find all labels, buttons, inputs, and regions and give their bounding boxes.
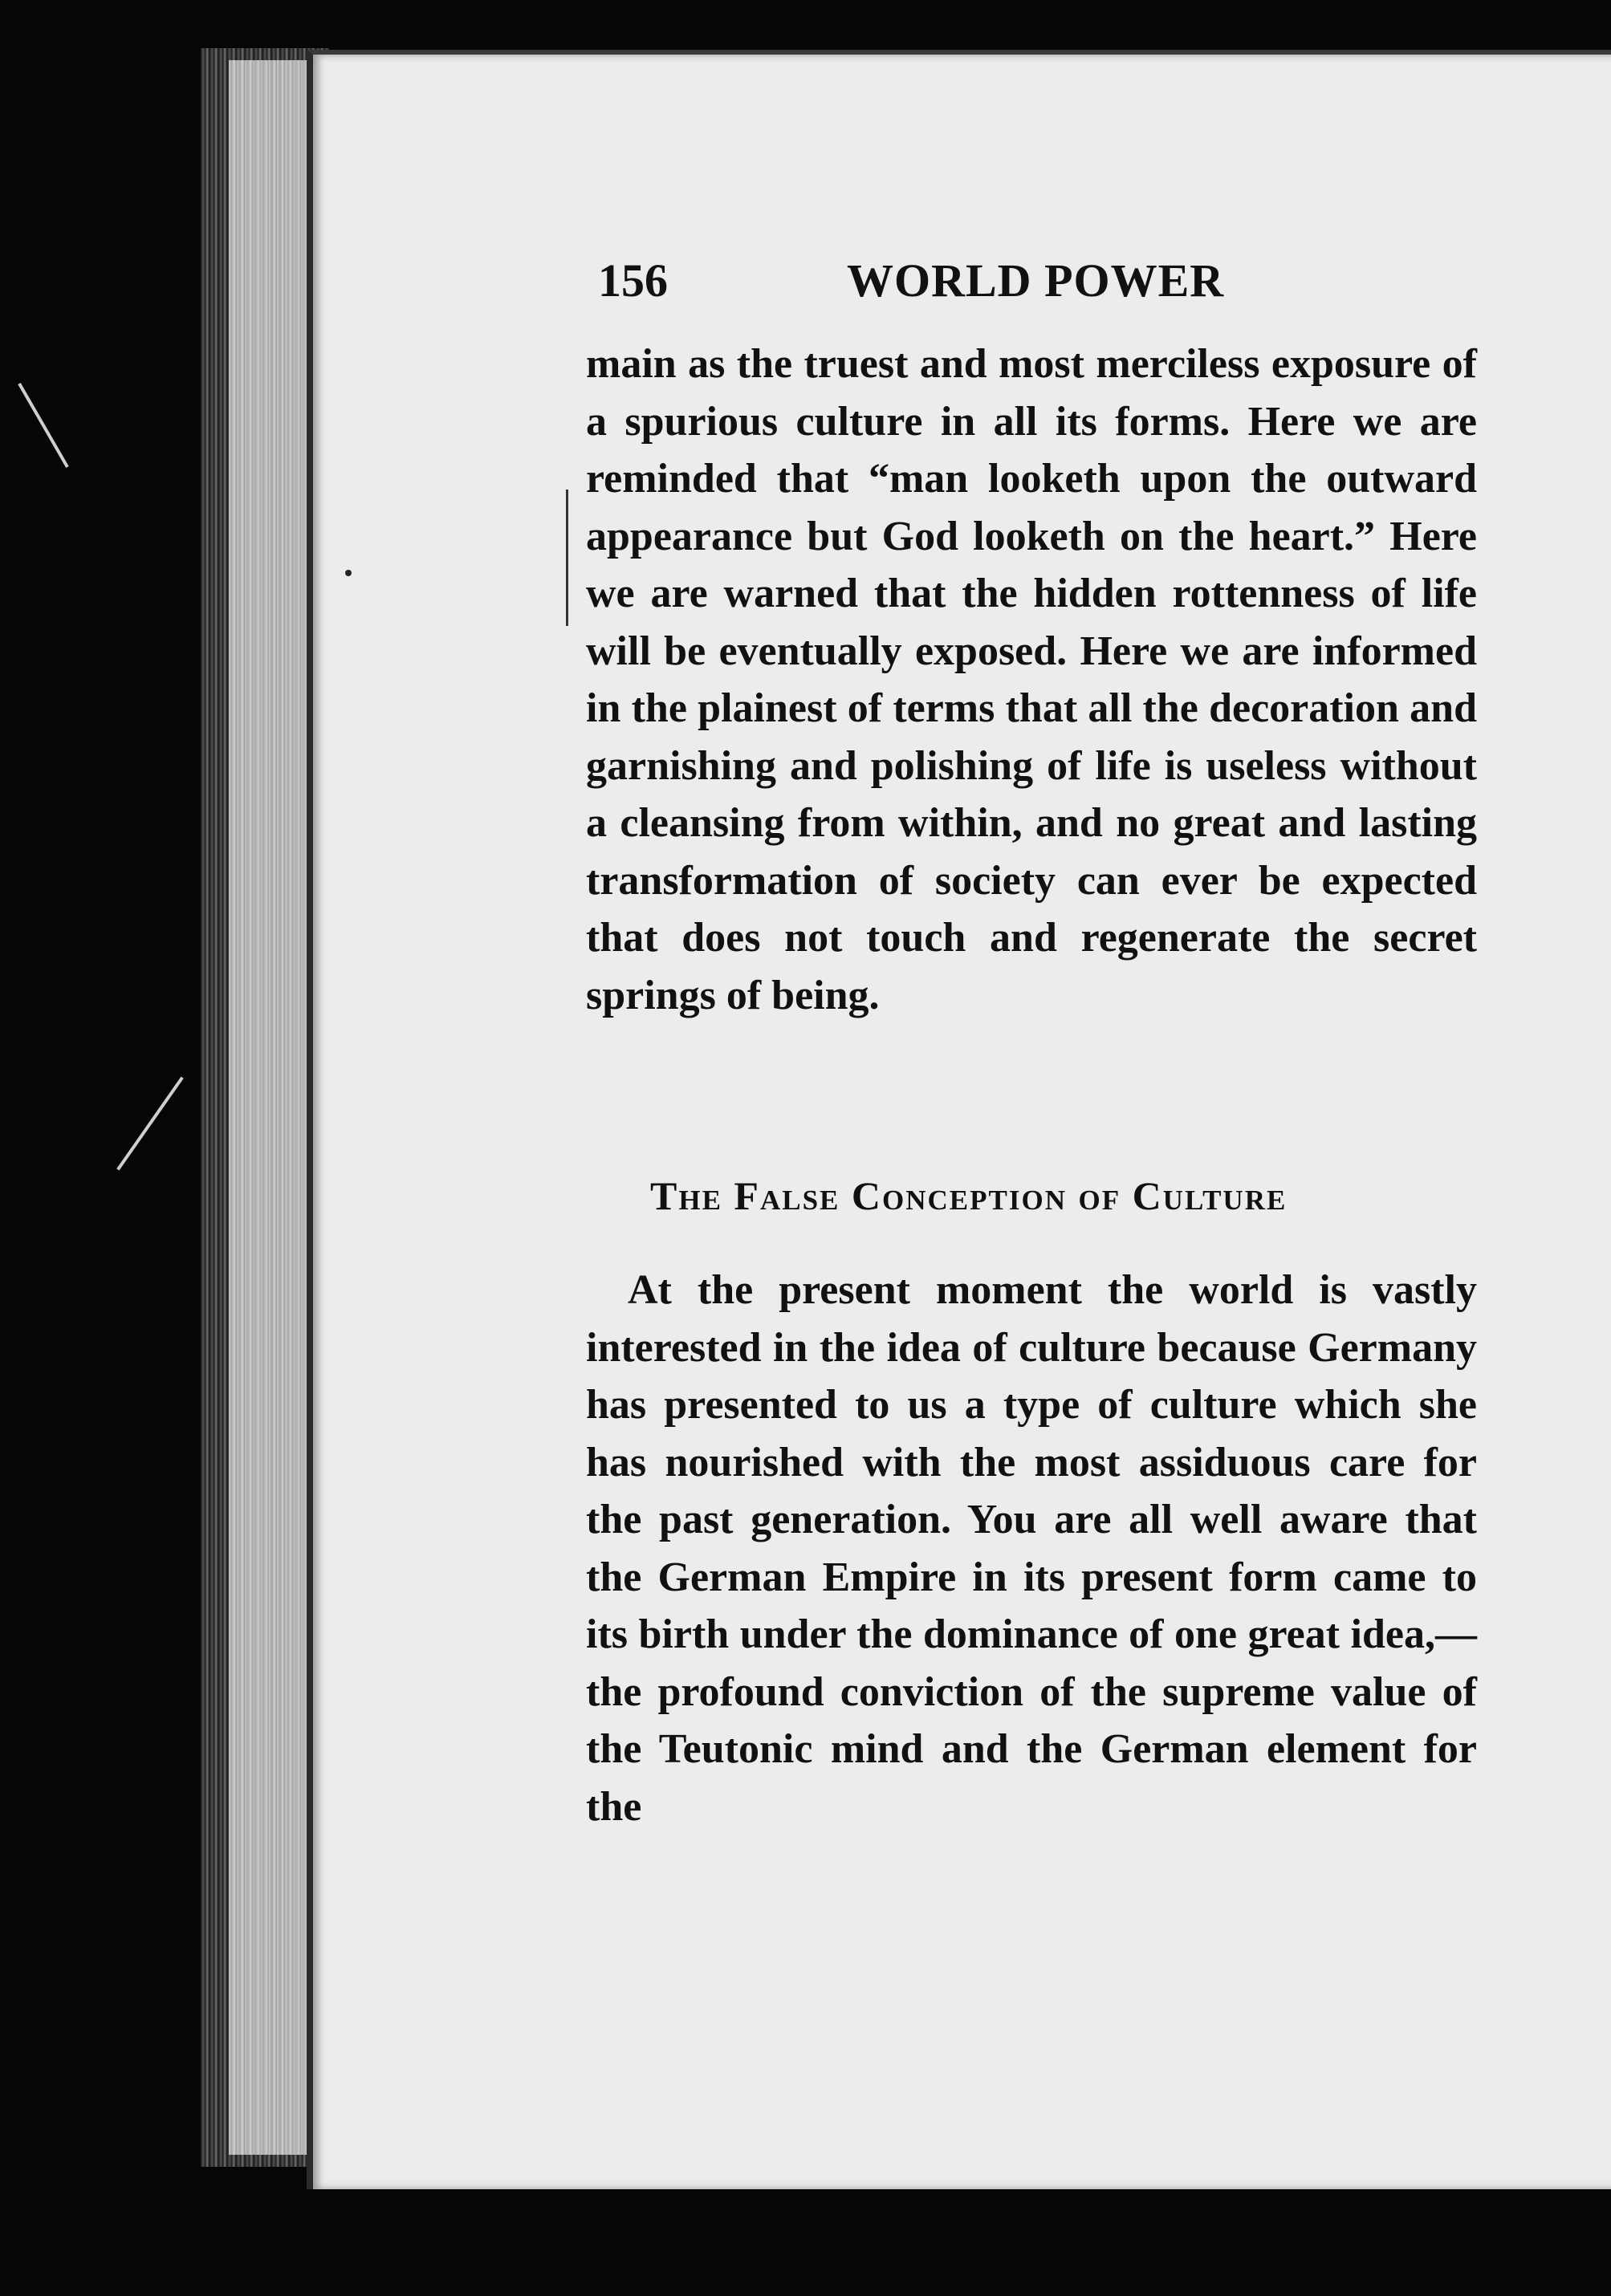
scan-artifact-line	[116, 1077, 184, 1171]
section-heading: The False Conception of Culture	[650, 1173, 1288, 1218]
running-title: WORLD POWER	[847, 254, 1225, 307]
body-paragraph: main as the truest and most merciless exposure of a spurious culture in all its forms. Here we are reminded that “man looketh upon the outward appearance but God looketh on the heart.” Here we are warned that the hidden rottenness of life will be eventually exposed. Here we are informed in the plainest of terms that all the decoration and garnishing and polishing of life is useless without a cleansing from within, and no great and lasting transformation of society can ever be expected that does not touch and regenerate the secret springs of being.	[586, 341, 1477, 1018]
scan-artifact-dot	[345, 570, 352, 576]
scan-artifact-line	[18, 383, 68, 468]
book-page-stack	[229, 60, 317, 2155]
running-head	[598, 249, 1481, 321]
body-paragraph: At the present moment the world is vastly interested in the idea of culture because Germany has presented to us a type of culture which she has nourished with the most assiduous care for the past generation. You are all well aware that the German Empire in its present form came to its birth under the dominance of one great idea,—the profound conviction of the supreme value of the Teutonic mind and the German element for the	[586, 1267, 1477, 1830]
scan-artifact-line	[566, 490, 568, 626]
page-number: 156	[598, 254, 668, 307]
